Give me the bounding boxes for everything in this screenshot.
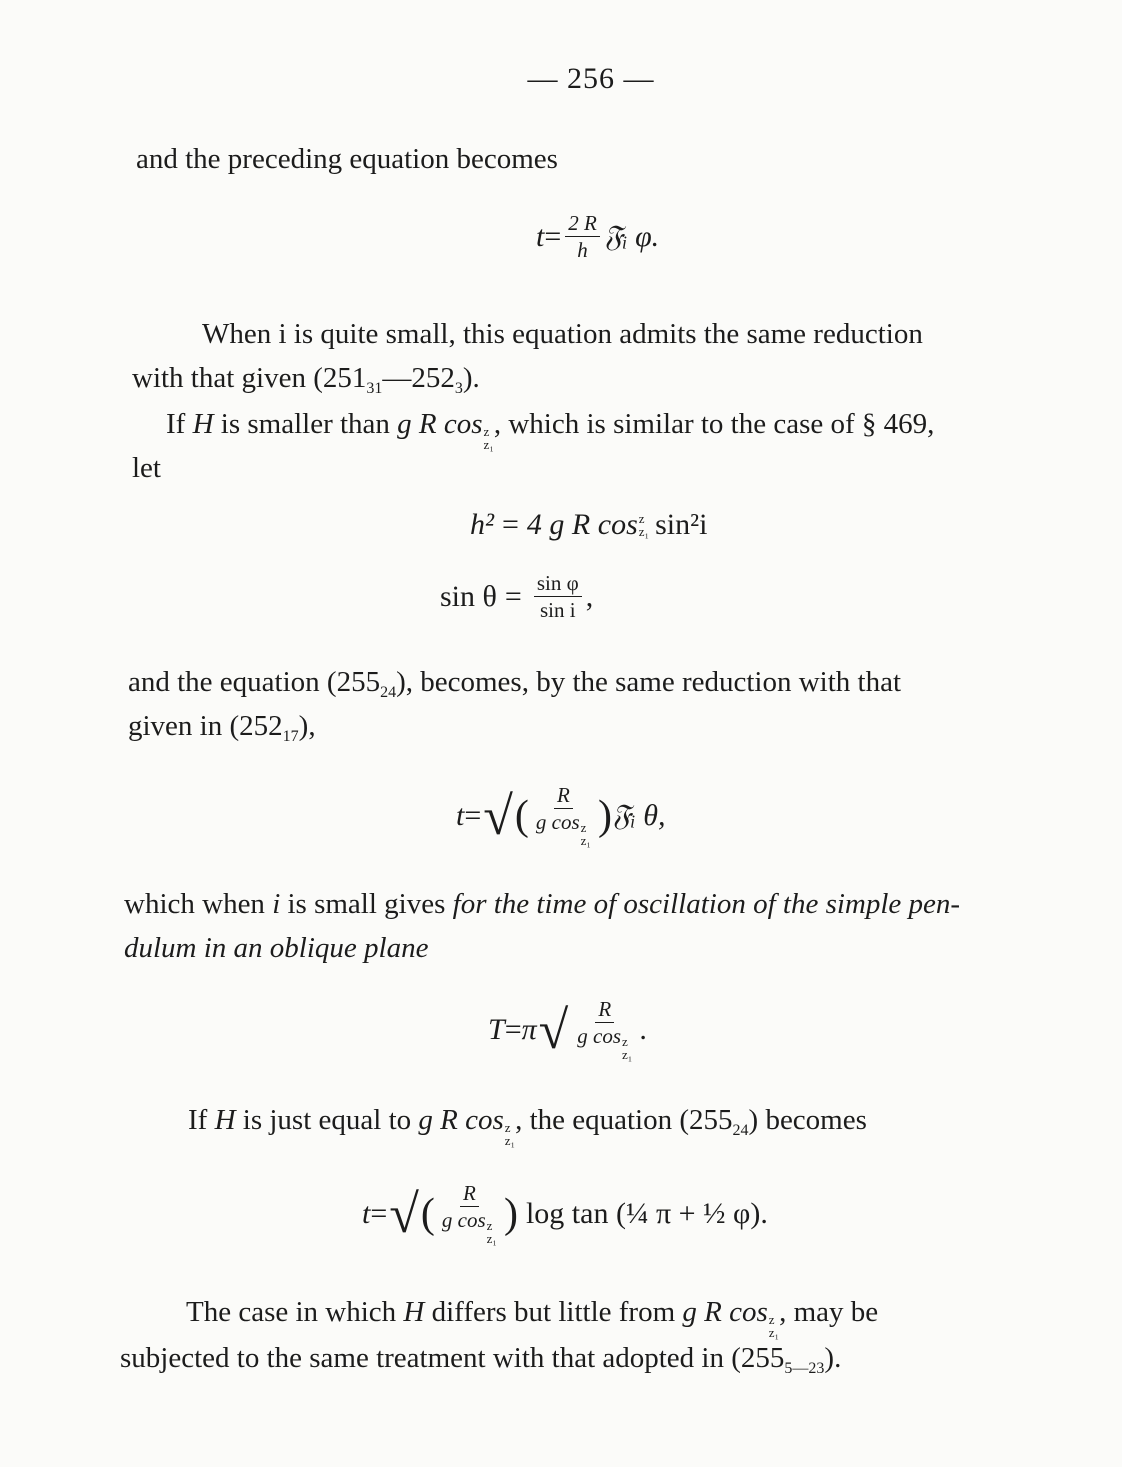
eq-term: 4 g R cos	[526, 508, 638, 541]
sqrt-sign: √	[538, 999, 569, 1060]
fraction-numerator: R	[554, 784, 573, 809]
eq-equals: =	[502, 508, 519, 541]
index-bottom: z₁	[638, 524, 650, 539]
eq-term: sin²i	[655, 508, 708, 541]
index-top: z	[483, 424, 490, 439]
subscript: 17	[282, 728, 299, 745]
equation-T-period	[488, 998, 647, 1061]
page-number: — 256 —	[527, 62, 655, 95]
text-span: If	[166, 408, 186, 440]
text-span: and the equation (255	[128, 666, 381, 698]
text-line	[128, 666, 901, 702]
angle-index	[769, 1313, 779, 1339]
angle-index	[487, 1219, 497, 1245]
text-span: , the equation (255	[515, 1104, 733, 1136]
text-line	[186, 1296, 878, 1339]
fraction	[439, 1182, 500, 1245]
text-italic: for the time of oscillation of the simple pen-	[452, 888, 961, 920]
fraction-denominator: h	[577, 238, 588, 263]
var-gRcos: g R cos	[397, 408, 483, 440]
index-top: z	[638, 511, 645, 526]
fraction-denominator	[574, 1023, 635, 1061]
fraction-numerator: R	[595, 998, 614, 1023]
var-gRcos: g R cos	[418, 1104, 504, 1136]
text-span: If	[188, 1104, 208, 1136]
text-line: dulum in an oblique plane	[124, 932, 429, 964]
eq-equals: =	[504, 579, 522, 613]
eq-equals: =	[464, 798, 482, 832]
text-line	[128, 710, 316, 746]
equation-t-sqrt-theta	[456, 784, 665, 847]
paren-open: (	[514, 792, 529, 839]
eq-equals: =	[504, 1012, 522, 1046]
eq-function: 𝔉ᵢ φ.	[603, 219, 660, 253]
text-line	[124, 888, 960, 921]
text-span: with that given (251	[132, 362, 367, 394]
text-span: differs but little from	[431, 1296, 676, 1328]
index-bottom: z₁	[768, 1325, 780, 1340]
angle-index	[639, 512, 649, 538]
index-bottom: z₁	[622, 1047, 633, 1063]
text-line: and the preceding equation becomes	[136, 143, 558, 175]
index-bottom: z₁	[486, 1231, 497, 1247]
text-span: , which is similar to the case of § 469,	[493, 408, 935, 440]
text-line: let	[132, 452, 161, 484]
subscript: 3	[454, 380, 463, 397]
var-H: H	[214, 1104, 236, 1136]
sqrt-sign: √	[483, 785, 513, 846]
subscript: 31	[366, 380, 383, 397]
subscript: 5—23	[784, 1360, 825, 1377]
text-line: When i is quite small, this equation admits the same reduction	[202, 318, 923, 350]
index-bottom: z₁	[483, 437, 494, 452]
var-i: i	[272, 888, 281, 920]
text-span: is smaller than	[220, 408, 390, 440]
index-top: z	[622, 1034, 628, 1050]
var-H: H	[192, 408, 214, 440]
eq-var-t: t	[536, 219, 545, 253]
angle-index	[581, 821, 591, 847]
eq-var-h2: h²	[470, 508, 494, 541]
text-span: subjected to the same treatment with that adopted in (255	[120, 1342, 785, 1374]
eq-equals: =	[370, 1196, 388, 1230]
den-term: g cos	[535, 810, 580, 835]
index-top: z	[486, 1218, 493, 1234]
text-span: ), becomes, by the same reduction with that	[396, 666, 902, 698]
text-span: , may be	[779, 1296, 879, 1328]
fraction-numerator: sin φ	[534, 572, 582, 597]
eq-var-T: T	[488, 1012, 505, 1046]
equation-sin-theta	[440, 572, 593, 621]
sqrt-sign: √	[389, 1183, 419, 1244]
eq-var-t: t	[456, 798, 465, 832]
den-term: g cos	[441, 1208, 486, 1233]
eq-function: 𝔉ᵢ θ,	[611, 798, 666, 832]
eq-log-tan: log tan (¼ π + ½ φ).	[525, 1196, 768, 1230]
angle-index	[622, 1035, 632, 1061]
text-line	[132, 362, 480, 398]
fraction-denominator	[533, 809, 594, 847]
eq-pi: π	[521, 1012, 537, 1046]
text-span: ),	[298, 710, 316, 742]
eq-var-t: t	[362, 1196, 371, 1230]
angle-index	[484, 425, 494, 451]
eq-period: .	[639, 1012, 647, 1046]
text-span: ).	[824, 1342, 842, 1374]
text-line	[188, 1104, 867, 1147]
fraction	[533, 784, 594, 847]
fraction-numerator: R	[460, 1182, 479, 1207]
text-line	[166, 408, 934, 451]
fraction-denominator: sin i	[539, 598, 576, 623]
var-gRcos: g R cos	[682, 1296, 768, 1328]
text-line	[120, 1342, 841, 1378]
text-span: The case in which	[186, 1296, 397, 1328]
paren-open: (	[420, 1190, 435, 1237]
text-span: which when	[124, 888, 265, 920]
eq-equals: =	[544, 219, 562, 253]
index-bottom: z₁	[504, 1133, 516, 1148]
index-top: z	[504, 1120, 511, 1135]
text-span: —252	[382, 362, 455, 394]
angle-index	[505, 1121, 515, 1147]
index-top: z	[580, 820, 587, 836]
fraction	[534, 572, 582, 621]
text-span: given in (252	[128, 710, 283, 742]
text-span: is small gives	[287, 888, 446, 920]
paren-close: )	[597, 792, 612, 839]
text-span: ).	[462, 362, 480, 394]
index-top: z	[768, 1312, 775, 1327]
index-bottom: z₁	[580, 833, 591, 849]
fraction	[565, 212, 600, 261]
fraction	[574, 998, 635, 1061]
text-span: ) becomes	[748, 1104, 867, 1136]
equation-h-squared	[470, 508, 707, 542]
equation-t-2r-h	[536, 212, 659, 261]
den-term: g cos	[577, 1024, 622, 1049]
subscript: 24	[380, 684, 397, 701]
eq-lhs: sin θ	[440, 579, 497, 613]
paren-close: )	[503, 1190, 518, 1237]
fraction-denominator	[439, 1207, 500, 1245]
equation-t-log-tan	[362, 1182, 768, 1245]
fraction-numerator: 2 R	[565, 212, 600, 237]
var-H: H	[403, 1296, 425, 1328]
eq-comma: ,	[585, 579, 594, 613]
subscript: 24	[732, 1122, 749, 1139]
text-span: is just equal to	[242, 1104, 412, 1136]
